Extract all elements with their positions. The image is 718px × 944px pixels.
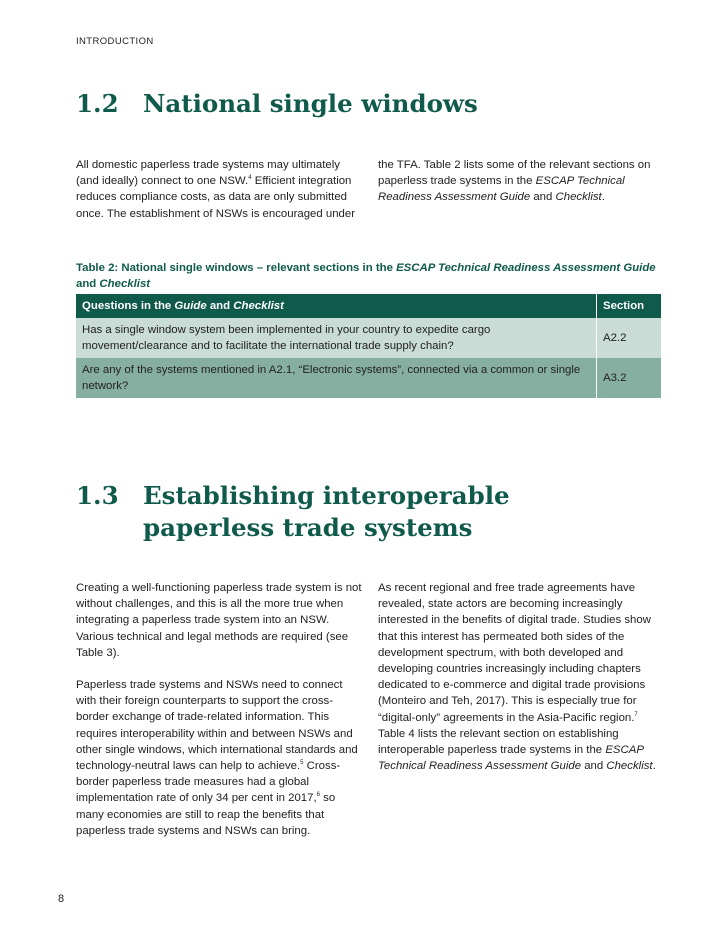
- text: Efficient integration reduces compliance costs, as data are only submitted once. The establishment of NSWs is encouraged under: [76, 175, 356, 220]
- text: so many economies are still to reap the benefits that paperless trade systems and NSWs can bring.: [76, 792, 336, 837]
- section-cell: A2.2: [597, 318, 662, 358]
- text: Cross-border paperless trade measures had a global implementation rate of only 34 per cent in 2017,: [76, 760, 341, 805]
- text: All domestic paperless trade systems may ultimately (and ideally) connect to one NSW.: [76, 159, 340, 188]
- section-1-2-title: [76, 88, 478, 120]
- caption-italic: ESCAP Technical Readiness Assessment Guide: [396, 262, 656, 274]
- heading-line: Establishing interoperable: [143, 481, 510, 510]
- section-1-3-col1-para1: Creating a well-functioning paperless trade system is not without challenges, and this is all the more true when integrating a paperless trade system into an NSW. Various technical and legal methods are required (see Table 3).: [76, 582, 362, 659]
- table-row: [76, 358, 661, 398]
- italic-text: Checklist: [606, 760, 653, 773]
- section-heading: National single windows: [143, 89, 478, 118]
- footnote-ref: 5: [300, 760, 304, 767]
- section-1-3-col1-para2: [76, 677, 363, 839]
- heading-line: paperless trade systems: [143, 513, 473, 542]
- footnote-ref: 7: [634, 711, 638, 718]
- section-number: 1.2: [76, 89, 119, 118]
- running-head: INTRODUCTION: [76, 36, 154, 47]
- page-number: 8: [58, 893, 65, 905]
- relevant-sections-table: [76, 294, 661, 398]
- footnote-ref: 4: [248, 175, 252, 182]
- text: and: [530, 191, 556, 204]
- caption-text: Table 2: National single windows – relevant sections in the: [76, 262, 397, 274]
- table-caption: [76, 260, 666, 292]
- text: .: [601, 191, 605, 204]
- section-heading: [143, 480, 510, 544]
- text: As recent regional and free trade agreements have revealed, state actors are becoming increasingly interested in the benefits of digital trade. Studies show that this interest has permeated both sides of the development spectrum, with both developed and developing countries increasingly including chapters dedicated to e-commerce and digital trade provisions (Monteiro and Teh, 2017). This is especially true for “digital-only” agreements in the Asia-Pacific region.: [378, 582, 651, 724]
- column-header-section: Section: [597, 294, 662, 318]
- section-cell: A3.2: [597, 358, 662, 398]
- section-1-2-col1: [76, 157, 363, 222]
- question-cell: Are any of the systems mentioned in A2.1, “Electronic systems”, connected via a common or single network?: [76, 358, 597, 398]
- table-row: [76, 318, 661, 358]
- section-number: 1.3: [76, 481, 119, 510]
- text: .: [652, 760, 656, 773]
- table-header-row: [76, 294, 661, 318]
- text: Paperless trade systems and NSWs need to connect with their foreign counterparts to support the cross-border exchange of trade-related information. This requires interoperability within and between NSWs and other single windows, which international standards and technology-neutral laws can help to achieve.: [76, 679, 358, 773]
- section-1-3-col2: [378, 580, 666, 774]
- caption-text: and: [76, 278, 100, 290]
- text: and: [581, 760, 607, 773]
- section-1-2-col2: [378, 157, 663, 206]
- section-1-3-title: [76, 480, 510, 544]
- italic-text: ESCAP Technical Readiness Assessment Guide: [378, 175, 625, 204]
- caption-italic: Checklist: [99, 278, 151, 290]
- italic-text: Checklist: [555, 191, 602, 204]
- text: the TFA. Table 2 lists some of the relevant sections on paperless trade systems in the: [378, 159, 651, 188]
- column-header-questions: Questions in the Guide and Checklist: [76, 294, 597, 318]
- footnote-ref: 6: [316, 792, 320, 799]
- text: Table 4 lists the relevant section on establishing interoperable paperless trade systems in the: [378, 727, 619, 757]
- italic-text: ESCAP Technical Readiness Assessment Guide: [378, 744, 644, 773]
- question-cell: Has a single window system been implemented in your country to expedite cargo movement/clearance and to facilitate the international trade supply chain?: [76, 318, 597, 358]
